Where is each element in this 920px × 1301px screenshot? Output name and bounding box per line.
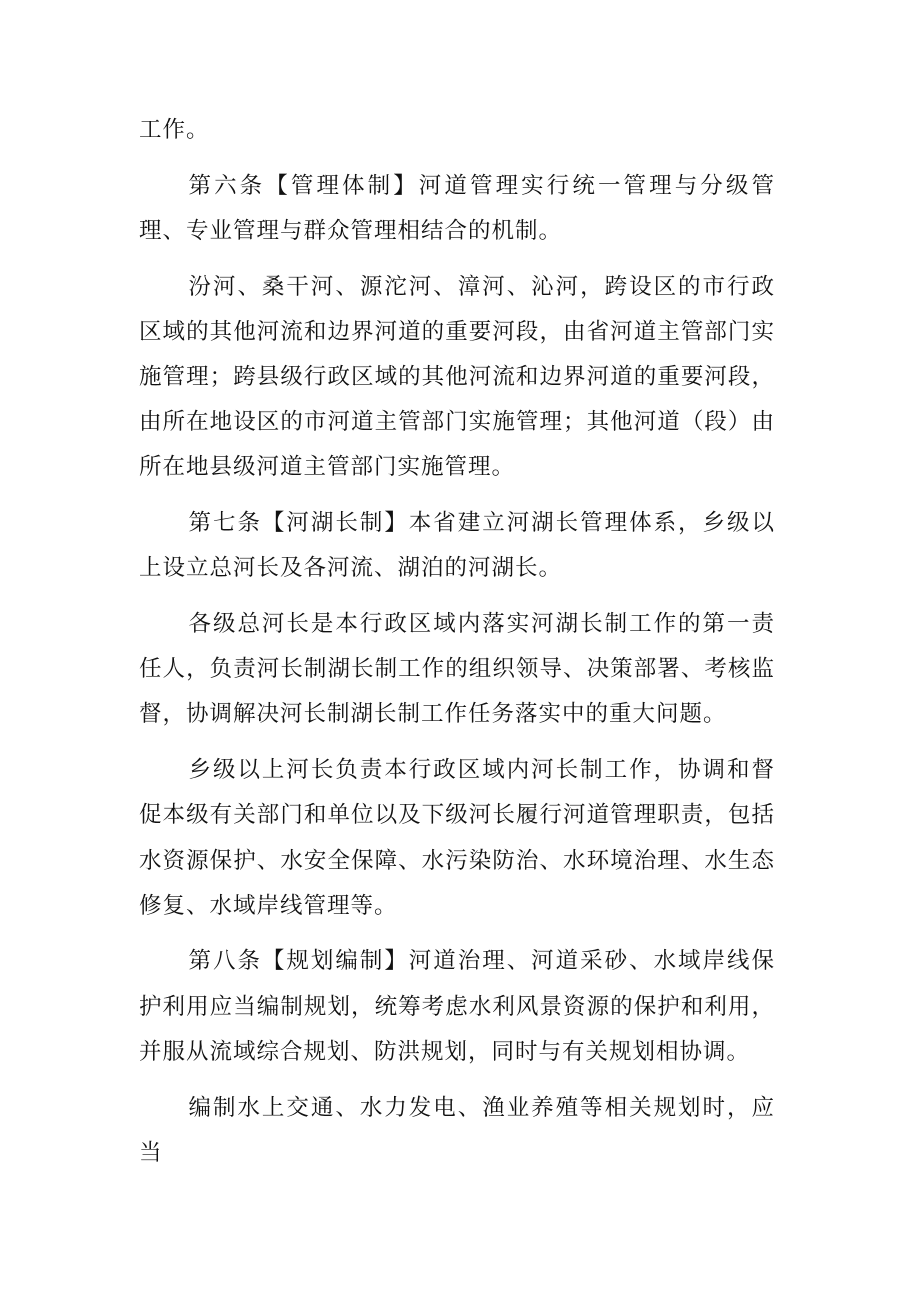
- paragraph-chief-river-chief: 各级总河长是本行政区域内落实河湖长制工作的第一责任人，负责河长制湖长制工作的组织领导、决策部署、考核监督，协调解决河长制湖长制工作任务落实中的重大问题。: [139, 611, 775, 728]
- document-body: [139, 108, 775, 1186]
- paragraph-planning-continued: 编制水上交通、水力发电、渔业养殖等相关规划时，应当: [139, 1094, 775, 1166]
- paragraph-article-7: 第七条【河湖长制】本省建立河湖长管理体系，乡级以上设立总河长及各河流、湖泊的河湖长。: [139, 510, 775, 582]
- paragraph-article-8: 第八条【规划编制】河道治理、河道采砂、水域岸线保护利用应当编制规划，统筹考虑水利风景资源的保护和利用，并服从流域综合规划、防洪规划，同时与有关规划相协调。: [139, 948, 775, 1065]
- paragraph-river-jurisdiction: 汾河、桑干河、源沱河、漳河、沁河，跨设区的市行政区域的其他河流和边界河道的重要河段，由省河道主管部门实施管理；跨县级行政区域的其他河流和边界河道的重要河段，由所在地设区的市河道主管部门实施管理；其他河道（段）由所在地县级河道主管部门实施管理。: [139, 273, 775, 481]
- paragraph-continuation: 工作。: [139, 117, 210, 143]
- paragraph-article-6: 第六条【管理体制】河道管理实行统一管理与分级管理、专业管理与群众管理相结合的机制。: [139, 172, 775, 244]
- paragraph-river-chief-duties: 乡级以上河长负责本行政区域内河长制工作，协调和督促本级有关部门和单位以及下级河长履行河道管理职责，包括水资源保护、水安全保障、水污染防治、水环境治理、水生态修复、水域岸线管理等。: [139, 757, 775, 919]
